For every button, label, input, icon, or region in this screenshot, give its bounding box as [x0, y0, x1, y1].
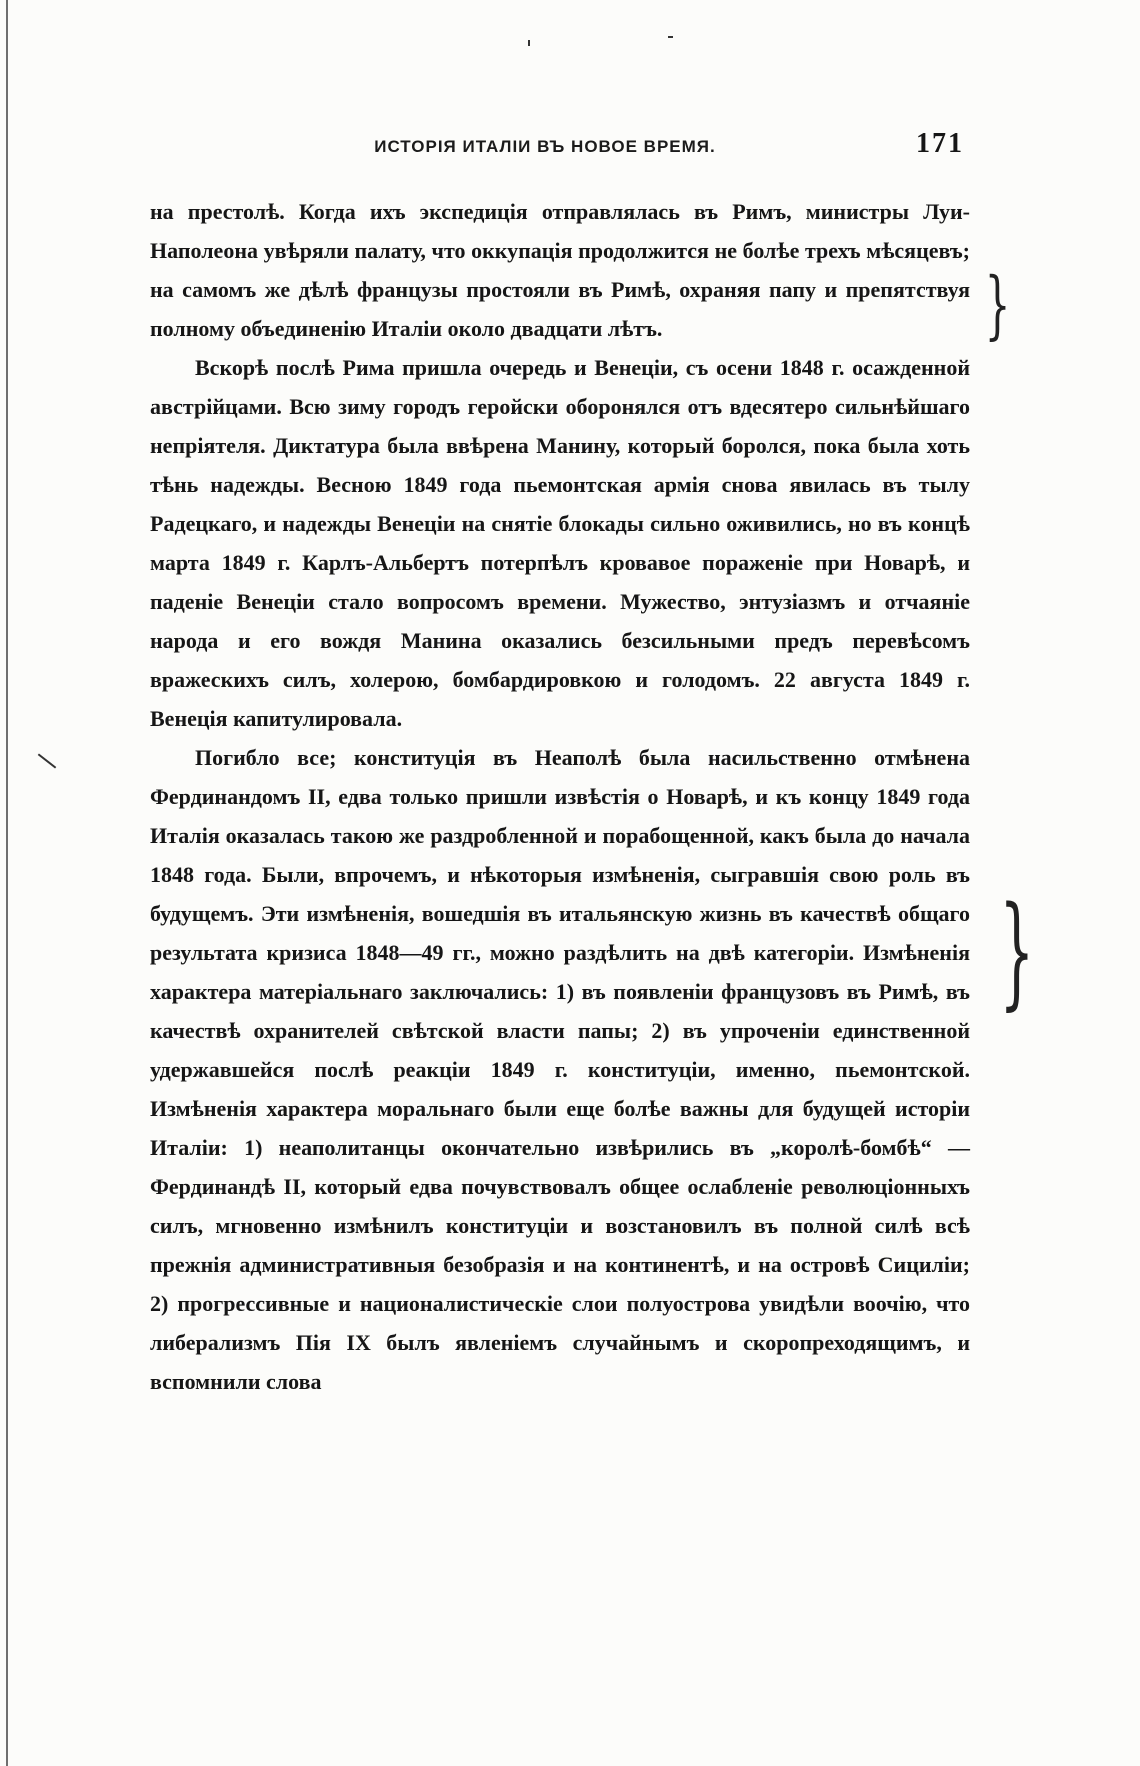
paragraph-venice: Вскорѣ послѣ Рима пришла очередь и Венеціи, съ осени 1848 г. осажденной австрійцами. Всю зиму городъ геройски оборонялся отъ вдесятеро сильнѣйшаго непріятеля. Диктатура была ввѣрена Манину, который боролся, пока была хоть тѣнь надежды. Весною 1849 года пьемонтская армія снова явилась въ тылу Радецкаго, и надежды Венеціи на снятіе блокады сильно оживились, но въ концѣ марта 1849 г. Карлъ-Альбертъ потерпѣлъ кровавое пораженіе при Новарѣ, и паденіе Венеціи стало вопросомъ времени. Мужество, энтузіазмъ и отчаяніе народа и его вождя Манина оказались безсильными предъ перевѣсомъ вражескихъ силъ, холерою, бомбардировкою и голодомъ. 22 августа 1849 г. Венеція капитулировала.	[150, 355, 970, 731]
margin-dot-2	[668, 36, 673, 38]
margin-brace-middle: }	[999, 880, 1035, 1022]
page-edge-line	[6, 0, 8, 1766]
margin-dot	[528, 40, 530, 46]
page-number: 171	[916, 128, 964, 159]
main-text	[150, 192, 970, 1401]
margin-brace-top: }	[984, 262, 1011, 348]
paragraph-continuation: на престолѣ. Когда ихъ экспедиція отправлялась въ Римъ, министры Луи-Наполеона увѣряли палату, что оккупація продолжится не болѣе трехъ мѣсяцевъ; на самомъ же дѣлѣ французы простояли въ Римѣ, охраняя папу и препятствуя полному объединенію Италіи около двадцати лѣтъ.	[150, 199, 970, 341]
paragraph-consequences: Погибло все; конституція въ Неаполѣ была насильственно отмѣнена Фердинандомъ II, едва только пришли извѣстія о Новарѣ, и къ концу 1849 года Италія оказалась такою же раздробленной и порабощенной, какъ была до начала 1848 года. Были, впрочемъ, и нѣкоторыя измѣненія, сыгравшія свою роль въ будущемъ. Эти измѣненія, вошедшія въ итальянскую жизнь въ качествѣ общаго результата кризиса 1848—49 гг., можно раздѣлить на двѣ категоріи. Измѣненія характера матеріальнаго заключались: 1) въ появленіи французовъ въ Римѣ, въ качествѣ охранителей свѣтской власти папы; 2) въ упроченіи единственной удержавшейся послѣ реакціи 1849 г. конституціи, именно, пьемонтской. Измѣненія характера моральнаго были еще болѣе важны для будущей исторіи Италіи: 1) неаполитанцы окончательно извѣрились въ „королѣ-бомбѣ“ — Фердинандѣ II, который едва почувствовалъ общее ослабленіе революціонныхъ силъ, мгновенно измѣнилъ конституціи и возстановилъ въ полной силѣ всѣ прежнія административныя безобразія и на континентѣ, и на островѣ Сициліи; 2) прогрессивные и националистическіе слои полуострова увидѣли воочію, что либерализмъ Пія IX былъ явленіемъ случайнымъ и скоропреходящимъ, и вспомнили слова	[150, 745, 970, 1394]
margin-tick-left	[38, 753, 57, 768]
running-title: ИСТОРІЯ ИТАЛІИ ВЪ НОВОЕ ВРЕМЯ.	[374, 137, 716, 156]
